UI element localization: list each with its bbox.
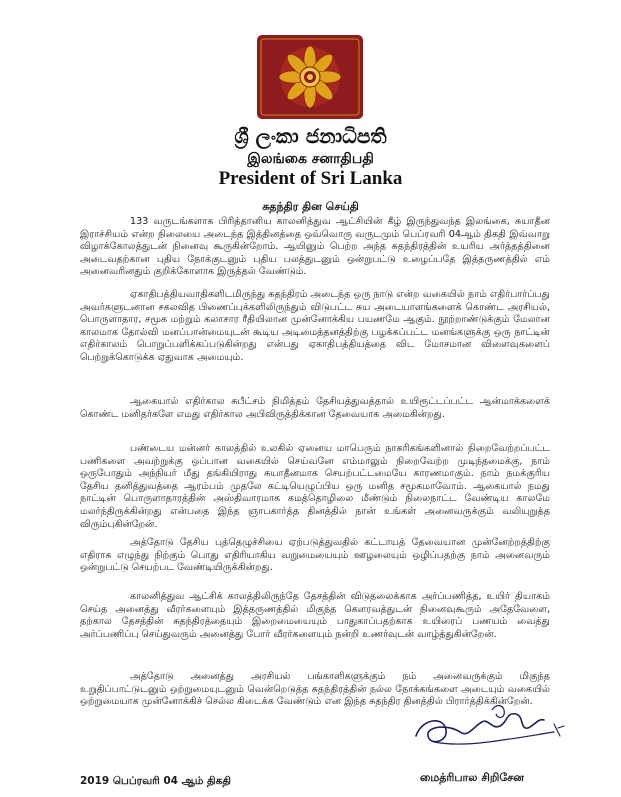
title-english: President of Sri Lanka [218,168,403,189]
statement-heading: சுதந்திர தின செய்தி [262,200,359,213]
signature-icon [404,696,574,764]
presidential-emblem-icon [257,35,363,119]
statement-date: 2019 பெப்ரவரி 04 ஆம் திகதி [80,775,231,787]
paragraph-2: ஏகாதிபத்தியவாதிகளிடமிருந்து சுதந்திரம் அடைந்த ஒரு நாடு என்ற வகையில் நாம் எதிர்பார்ப்பது அவர்களுடனான சகலவித பிணைப்புக்களிலிருந்தும் விடுபட்ட சுய அடையாளங்களைக் கொண்ட அரசியல், பொருளாதார, சமூக மற்றும் கலாசார ரீதியிலான முன்னோக்கிய பயணமே ஆகும். நூற்றாண்டுக்கும் மேலான காலமாக தோல்வி மனப்பான்மையுடன் கூடிய அடிமைத்தனத்திற்கு பழக்கப்பட்ட மனங்களுக்கு ஒரு நாட்டின் எதிர்காலம் பொறுப்பளிக்கப்படுகின்றது என்பது ஏகாதிபத்தியத்தை விட மோசமான விளைவுகளைப் பெற்றுக்கொடுக்க ஏதுவாக அமையும். [80,289,550,363]
paragraph-7: அத்தோடு அனைத்து அரசியல் பங்காளிகளுக்கும் நம் அனைவருக்கும் மிகுந்த உறுதிப்பாட்டுடனும் ஒற்றுமையுடனும் வென்றெடுத்த சுதந்திரத்தின் நல்ல நோக்கங்களை அடையும் வகையில் ஒற்றுமையாக முன்னோக்கிச் செல்ல கிடைக்க வேண்டும் என இந்த சுதந்திர தினத்தில் பிரார்த்திக்கின்றேன். [80,671,550,708]
paragraph-4: பண்டைய மன்னர் காலத்தில் உலகில் ஏனைய மாபெரும் நாகரிகங்களினால் நிறைவேற்றப்பட்ட பணிகளை அவற்றுக்கு ஒப்பான வகையில் செய்வனே எம்மாலும் நிறைவேற்ற முடிந்தமைக்கு, நாம் ஒருபோதும் அந்நியர் மீது தங்கியிராது சுயாதீனமாக செயற்பட்டமையே காரணமாகும். நாம் நமக்குரிய தேசிய தனித்துவத்தை ஆரம்பம் முதலே கட்டியெழுப்பிய ஒரு மனித சமூகமாவோம். ஆகையால் நமது நாட்டின் பொருளாதாரத்தின் அஸ்திவாரமாக கமத்தொழிலை மீண்டும் நிலைநாட்ட வேண்டிய காலமே மலர்ந்திருக்கின்றது என்பதை இந்த ஞாபகார்த்த தினத்தில் நான் உங்கள் அனைவருக்கும் வலியுறுத்த விரும்புகின்றேன். [80,443,550,530]
paragraph-3: ஆகையால் எதிர்கால சுபீட்சம் நிமித்தம் தேசியத்துவத்தால் உயிரூட்டப்பட்ட ஆன்மாக்களைக் கொண்ட மனிதர்களே எமது எதிர்கால அபிவிருத்திக்கான தேவையாக அமைகின்றது. [80,396,550,420]
paragraph-1: 133 வருடங்களாக பிரித்தானிய காலனித்துவ ஆட்சியின் கீழ் இருந்துவந்த இலங்கை, சுயாதீன இராச்சியம் என்ற நிலையை அடைந்த இத்தினத்தை ஒவ்வொரு வருடமும் பெப்ரவரி 04ஆம் திகதி இவ்வாறு விழாக்கோலத்துடன் நினைவு கூருகின்றோம். ஆயினும் பெற்ற அந்த சுதந்திரத்தின் உயரிய அர்த்தத்தினை அடைவதற்கான புதிய நோக்குடனும் புதிய பலத்துடனும் ஒன்றுபட்டு உழைப்பதே இத்தருணத்தில் எம் அனைவரினதும் குறிக்கோளாக இருத்தல் வேண்டும். [80,216,550,278]
paragraph-5: அத்தோடு தேசிய புத்தெழுச்சியை ஏற்படுத்துவதில் கட்டாயத் தேவையான முன்னேற்றத்திற்கு எதிராக எழுந்து நிற்கும் பொது எதிரியாகிய வறுமையையும் ஊழலையும் ஒழிப்பதற்கு நாம் அனைவரும் ஒன்றுபட்டு செயற்பட வேண்டியிருக்கின்றது. [80,537,550,574]
title-sinhala: ශ්‍රී ලංකා ජනාධිපති [234,124,387,148]
paragraph-6: காலனித்துவ ஆட்சிக் காலத்திலிருந்தே தேசத்தின் விடுதலைக்காக அர்ப்பணித்த, உயிர் தியாகம் செய்த அனைத்து வீரர்களையும் இத்தருணத்தில் மிகுந்த கௌரவத்துடன் நினைவுகூரும் அதேவேளை, தற்கால தேசத்தின் சுதந்திரத்தையும் இறைமையையும் பாதுகாப்பதற்காக உயிரைப் பணயம் வைத்து அர்ப்பணிப்பு செய்துவரும் அனைத்து போர் வீரர்களையும் நன்றி உணர்வுடன் வாழ்த்துகின்றேன். [80,591,550,640]
title-tamil: இலங்கை சனாதிபதி [247,151,374,167]
signer-name: மைத்ரிபால சிறிசேன [420,771,524,784]
